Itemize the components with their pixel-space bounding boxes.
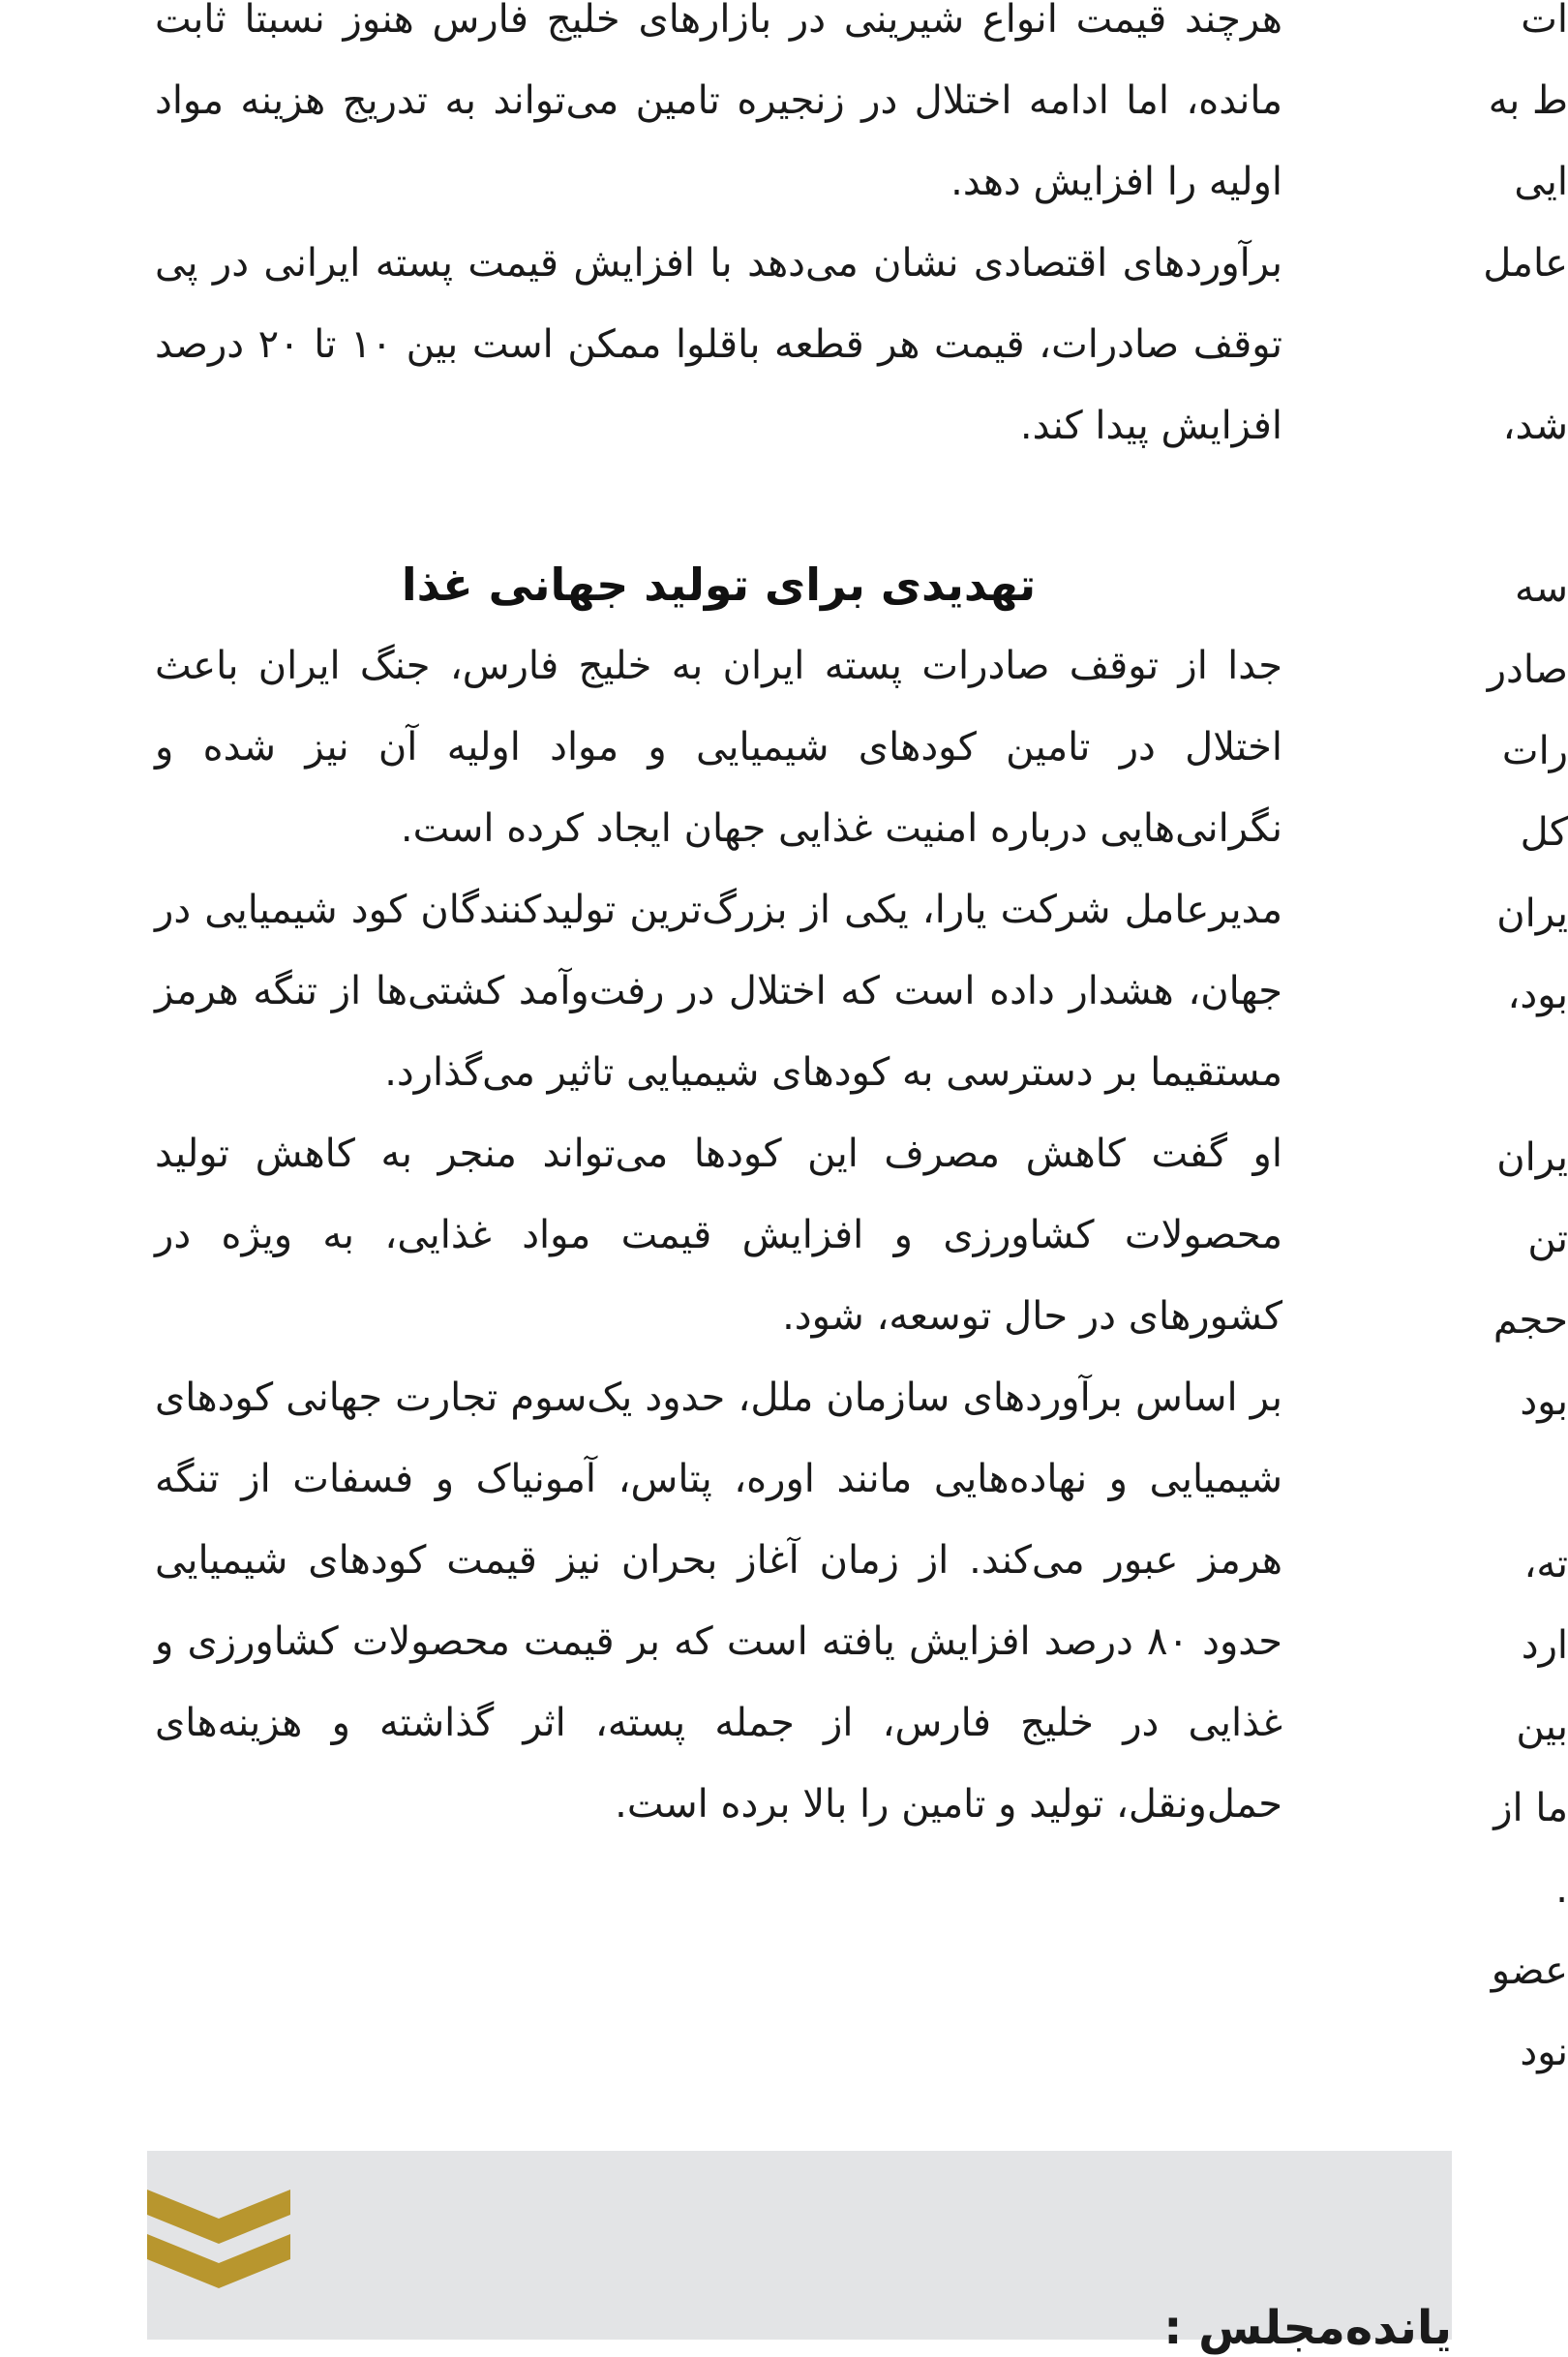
adjacent-column-line: شد،: [1502, 404, 1568, 448]
adjacent-column-line: یران: [1496, 891, 1568, 936]
adjacent-column-line: عضو: [1491, 1949, 1568, 1993]
adjacent-column-line: ایی: [1514, 160, 1568, 204]
adjacent-column-line: ارد: [1521, 1623, 1568, 1668]
adjacent-column: [1374, 0, 1568, 2093]
article-paragraph: بر اساس برآوردهای سازمان ملل، حدود یک‌سوم تجارت جهانی کودهای شیمیایی و نهاده‌هایی مانند اوره، پتاس، آمونیاک و فسفات از تنگه هرمز عبور می‌کند. از زمان آغاز بحران نیز قیمت کودهای شیمیایی حدود ۸۰ درصد افزایش یافته است که بر قیمت محصولات کشاورزی و غذایی در خلیج فارس، از جمله پسته، اثر گذاشته و هزینه‌های حمل‌ونقل، تولید و تامین را بالا برده است.: [155, 1375, 1282, 1827]
adjacent-column-line: عامل: [1483, 241, 1568, 286]
double-chevron-icon: [147, 2190, 290, 2296]
adjacent-column-line: کل: [1520, 810, 1568, 855]
adjacent-column-line: بین: [1516, 1705, 1568, 1749]
adjacent-column-line: [1374, 467, 1568, 548]
section-heading: تهدیدی برای تولید جهانی غذا: [401, 559, 1037, 611]
article-paragraph: مدیرعامل شرکت یارا، یکی از بزرگ‌ترین تولیدکنندگان کود شیمیایی در جهان، هشدار داده است که اختلال در رفت‌وآمد کشتی‌ها از تنگه هرمز مستقیما بر دسترسی به کودهای شیمیایی تاثیر می‌گذارد.: [155, 888, 1282, 1095]
adjacent-column-line: یران: [1496, 1135, 1568, 1180]
article-paragraph: او گفت کاهش مصرف این کودها می‌تواند منجر به کاهش تولید محصولات کشاورزی و افزایش قیمت مواد غذایی، به ویژه در کشورهای در حال توسعه، شود.: [155, 1132, 1282, 1339]
adjacent-column-line: تن: [1527, 1217, 1568, 1261]
adjacent-column-line: ط به: [1488, 78, 1568, 123]
adjacent-column-line: [1374, 304, 1568, 385]
bottom-panel-title: یانده‌مجلس :: [1163, 2301, 1452, 2355]
article-paragraph: هرچند قیمت انواع شیرینی در بازارهای خلیج فارس هنوز نسبتا ثابت مانده، اما ادامه اختلال در زنجیره تامین می‌تواند به تدریج هزینه مواد اولیه را افزایش دهد.: [155, 0, 1282, 204]
adjacent-column-line: ته،: [1523, 1542, 1568, 1586]
chevron-upper: [147, 2190, 290, 2244]
adjacent-column-line: رات: [1501, 729, 1568, 773]
adjacent-column-line: [1374, 1036, 1568, 1117]
adjacent-column-line: ات: [1521, 0, 1568, 42]
adjacent-column-line: بود،: [1507, 973, 1568, 1017]
adjacent-column-line: صادر: [1487, 648, 1568, 692]
article-main-column: [155, 0, 1282, 1845]
adjacent-column-line: نود: [1520, 2030, 1568, 2074]
adjacent-column-line: ما از: [1493, 1786, 1568, 1830]
adjacent-column-line: سه: [1515, 566, 1568, 611]
article-paragraph: جدا از توقف صادرات پسته ایران به خلیج فارس، جنگ ایران باعث اختلال در تامین کودهای شیمیایی و مواد اولیه آن نیز شده و نگرانی‌هایی درباره امنیت غذایی جهان ایجاد کرده است.: [155, 644, 1282, 851]
adjacent-column-line: حجم: [1493, 1298, 1568, 1343]
article-paragraph: برآوردهای اقتصادی نشان می‌دهد با افزایش قیمت پسته ایرانی در پی توقف صادرات، قیمت هر قطعه باقلوا ممکن است بین ۱۰ تا ۲۰ درصد افزایش پیدا کند.: [155, 241, 1283, 448]
adjacent-column-line: بود: [1520, 1379, 1568, 1424]
adjacent-column-line: [1374, 1442, 1568, 1524]
adjacent-column-line: .: [1555, 1867, 1568, 1912]
